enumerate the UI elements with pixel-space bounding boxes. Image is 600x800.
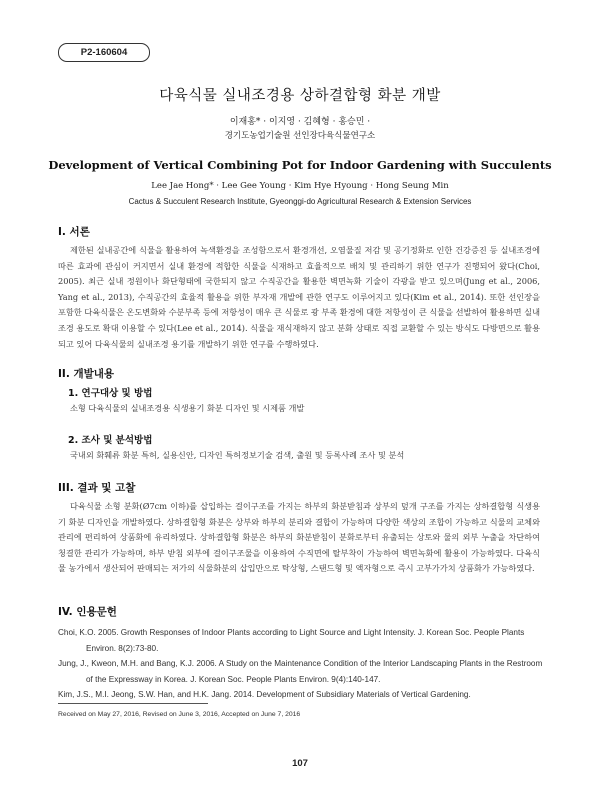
korean-title: 다육식물 실내조경용 상하결합형 화분 개발 [159, 88, 441, 104]
section-heading-results: III. 결과 및 고찰 [58, 482, 136, 494]
subsection-text-subject-method: 소형 다육식물의 실내조경용 식생용기 화분 디자인 및 시제품 개발 [70, 403, 305, 413]
reference-item: Choi, K.O. 2005. Growth Responses of Indoor Plants according to Light Source and Light Intensity. J. Korean Soc. People Plants Environ. 8(2):73-80. [58, 628, 525, 653]
subsection-heading-survey-analysis: 2. 조사 및 분석방법 [68, 435, 153, 446]
footnote-divider [58, 703, 208, 704]
reference-item: Kim, J.S., M.I. Jeong, S.W. Han, and H.K. Jang. 2014. Development of Subsidiary Materials of Vertical Gardening. [58, 690, 471, 700]
intro-paragraph: 제한된 실내공간에 식물을 활용하여 녹색환경을 조성함으로서 환경개선, 오염물질 저감 및 공기정화로 인한 건강증진 등 실내조경에 따른 효과에 관심이 커지면서 실내 환경에 적합한 식물을 식재하고 효율적으로 배치 및 관리하기 위한 연구가 진행되어 왔다(Choi, 2005). 최근 실내 정원이나 화단형태에 국한되지 않고 수직공간을 활용한 벽면녹화 기술이 각광을 받고 있으며(Jung et al., 2006, Yang et al., 2013), 수직공간의 효율적 활용을 위한 부자재 개발에 관한 연구도 이루어지고 있다(Kim et al., 2014). 또한 선인장을 포함한 다육식물은 온도변화와 수분부족 등에 저항성이 매우 큰 식물로 광 부족 환경에 대한 저항성이 큰 식물을 선발하여 활용하면 실내조경 용도로 확대 이용할 수 있다(Lee et al., 2014). 식물을 재식재하지 않고 분화 상태로 직접 교환할 수 있는 방식도 다방면으로 활용되고 있어 다육식물의 실내조경 용기를 개발하기 위한 연구를 수행하였다. [58, 245, 540, 349]
section-heading-references: IV. 인용문헌 [58, 606, 117, 618]
section-heading-intro: I. 서론 [58, 226, 90, 238]
received-date-footnote: Received on May 27, 2016, Revised on June 3, 2016, Accepted on June 7, 2016 [58, 711, 301, 718]
korean-authors: 이재홍* · 이지영 · 김혜형 · 홍승민 · [229, 117, 371, 127]
session-code-badge: P2-160604 [58, 43, 150, 62]
reference-list [58, 625, 544, 703]
section-heading-development: II. 개발내용 [58, 368, 115, 380]
english-title: Development of Vertical Combining Pot for Indoor Gardening with Succulents [48, 158, 552, 172]
page-number: 107 [292, 758, 308, 769]
results-paragraph: 다육식물 소형 분화(Ø7cm 이하)를 삽입하는 걸이구조를 가지는 하부의 화분받침과 상부의 덮개 구조를 가지는 상하결합형 식생용기 화분 디자인을 개발하였다. 상하결합형 화분은 상부와 하부의 분리와 결합이 가능하며 다양한 색상의 조합이 가능하고 식물의 교체와 관리에 편리하여 상품화에 유리하였다. 상하결합형 화분은 하부의 화분받침이 분화로부터 유출되는 상토와 물의 외부 누출을 차단하여 청결한 관리가 가능하며, 하부 받침 외부에 걸이구조물을 이용하여 수직면에 탈부착이 가능하여 벽면녹화에 활용이 가능하였다. 다육식물 농가에서 생산되어 판매되는 저가의 식물화분의 삽입만으로 탁상형, 스탠드형 및 액자형으로 즉시 고부가가치 상품화가 가능하였다. [58, 501, 540, 574]
reference-item: Jung, J., Kweon, M.H. and Bang, K.J. 2006. A Study on the Maintenance Condition of the Interior Landscaping Plants in the Restroom of the Expressway in Korea. J. Korean Soc. People Plants Environ. 9(4):140-147. [58, 659, 543, 684]
korean-affiliation: 경기도농업기술원 선인장다육식물연구소 [224, 131, 376, 141]
english-authors: Lee Jae Hong* · Lee Gee Young · Kim Hye Hyoung · Hong Seung Min [151, 181, 449, 191]
english-affiliation: Cactus & Succulent Research Institute, Gyeonggi-do Agricultural Research & Extension Services [128, 197, 472, 206]
subsection-text-survey-analysis: 국내외 화훼류 화분 특허, 실용신안, 디자인 특허정보기술 검색, 출원 및 등록사례 조사 및 분석 [70, 450, 405, 460]
subsection-heading-subject-method: 1. 연구대상 및 방법 [68, 388, 153, 399]
